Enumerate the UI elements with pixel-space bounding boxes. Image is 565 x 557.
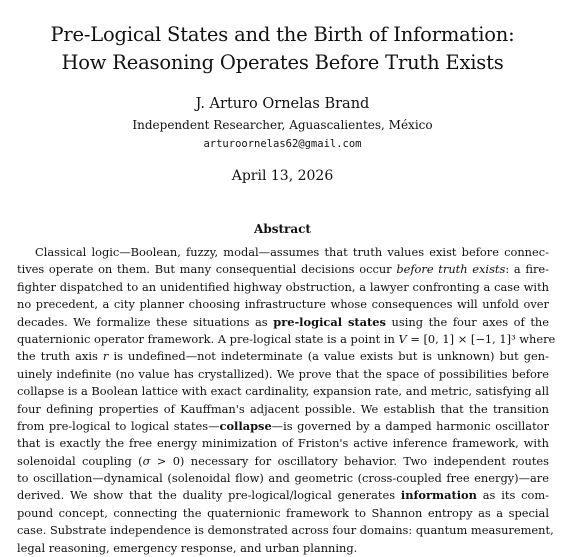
- bold-term: pre-logical states: [273, 314, 386, 329]
- abstract-line: [17, 470, 549, 487]
- italic-term: r: [102, 349, 109, 364]
- abstract-text: no precedent, a city planner choosing infrastructure whose consequences will unfold over: [17, 297, 549, 312]
- italic-term: before truth exists: [396, 262, 506, 277]
- abstract-text: = [0, 1] × [−1, 1]³ where: [406, 331, 556, 346]
- italic-term: σ: [142, 453, 151, 468]
- abstract-text: case. Substrate independence is demonstrated across four domains: quantum measurement,: [17, 523, 554, 538]
- bold-term: collapse: [219, 418, 272, 433]
- author-email: arturoornelas62@gmail.com: [203, 138, 362, 150]
- abstract-line: [17, 314, 549, 331]
- abstract-body: [17, 244, 556, 557]
- abstract-heading: Abstract: [254, 222, 311, 236]
- abstract-text: legal reasoning, emergency response, and urban planning.: [17, 540, 358, 555]
- abstract-text: solenoidal coupling (: [17, 453, 143, 468]
- title-line-1: Pre-Logical States and the Birth of Information:: [50, 23, 515, 46]
- abstract-text: is undefined—not indeterminate (a value exists but is unknown) but gen-: [108, 349, 549, 364]
- abstract-text: decades. We formalize these situations as: [17, 314, 274, 329]
- abstract-text: the truth axis: [17, 349, 103, 364]
- title-line-2: How Reasoning Operates Before Truth Exists: [61, 51, 504, 74]
- abstract-line: [17, 522, 554, 539]
- abstract-text: quaternionic operator framework. A pre-logical state is a point in: [17, 331, 399, 346]
- abstract-text: fighter dispatched to an unidentified highway obstruction, a lawyer confronting a case with: [17, 279, 549, 294]
- abstract-text: derived. We show that the duality pre-logical/logical generates: [17, 488, 401, 503]
- abstract-line: [17, 279, 549, 296]
- abstract-line: [17, 261, 549, 278]
- abstract-line: [17, 331, 556, 348]
- abstract-text: —is governed by a damped harmonic oscillator: [271, 418, 549, 433]
- abstract-line: [17, 505, 549, 522]
- abstract-line: [17, 401, 549, 418]
- abstract-text: uinely indefinite (no value has crystallized). We prove that the space of possibilities before: [17, 366, 549, 381]
- abstract-text: pound concept, connecting the quaternionic framework to Shannon entropy as a special: [17, 505, 549, 520]
- abstract-line: [17, 296, 549, 313]
- paper-title: [0, 21, 565, 77]
- abstract-line: [17, 435, 549, 452]
- author-name: J. Arturo Ornelas Brand: [195, 96, 370, 112]
- abstract-line: [17, 244, 549, 261]
- abstract-text: to oscillation—dynamical (solenoidal flow) and geometric (cross-coupled free energy)—are: [17, 471, 549, 486]
- abstract-text: tives operate on them. But many consequential decisions occur: [17, 262, 397, 277]
- paper-date: April 13, 2026: [231, 168, 334, 184]
- abstract-text: Classical logic—Boolean, fuzzy, modal—assumes that truth values exist before connec-: [35, 245, 549, 259]
- italic-term: V: [398, 331, 407, 346]
- abstract-line: [17, 348, 549, 365]
- abstract-text: as its com-: [476, 488, 549, 503]
- abstract-text: using the four axes of the: [385, 314, 549, 329]
- abstract-text: four defining properties of Kauffman's adjacent possible. We establish that the transition: [17, 401, 549, 416]
- abstract-text: collapse is a Boolean lattice with exact cardinality, expansion rate, and metric, satisfying all: [17, 384, 549, 399]
- abstract-line: [17, 366, 549, 383]
- abstract-text: that is exactly the free energy minimization of Friston's active inference framework, with: [17, 436, 549, 451]
- author-affiliation: Independent Researcher, Aguascalientes, México: [132, 118, 433, 132]
- abstract-line: [17, 487, 549, 504]
- abstract-text: : a fire-: [505, 262, 549, 277]
- abstract-line: [17, 383, 549, 400]
- abstract-line: [17, 540, 549, 557]
- abstract-line: [17, 453, 549, 470]
- abstract-line: [17, 418, 549, 435]
- abstract-text: > 0) necessary for oscillatory behavior. Two independent routes: [150, 453, 549, 468]
- bold-term: information: [400, 488, 477, 503]
- abstract-text: from pre-logical to logical states—: [17, 418, 220, 433]
